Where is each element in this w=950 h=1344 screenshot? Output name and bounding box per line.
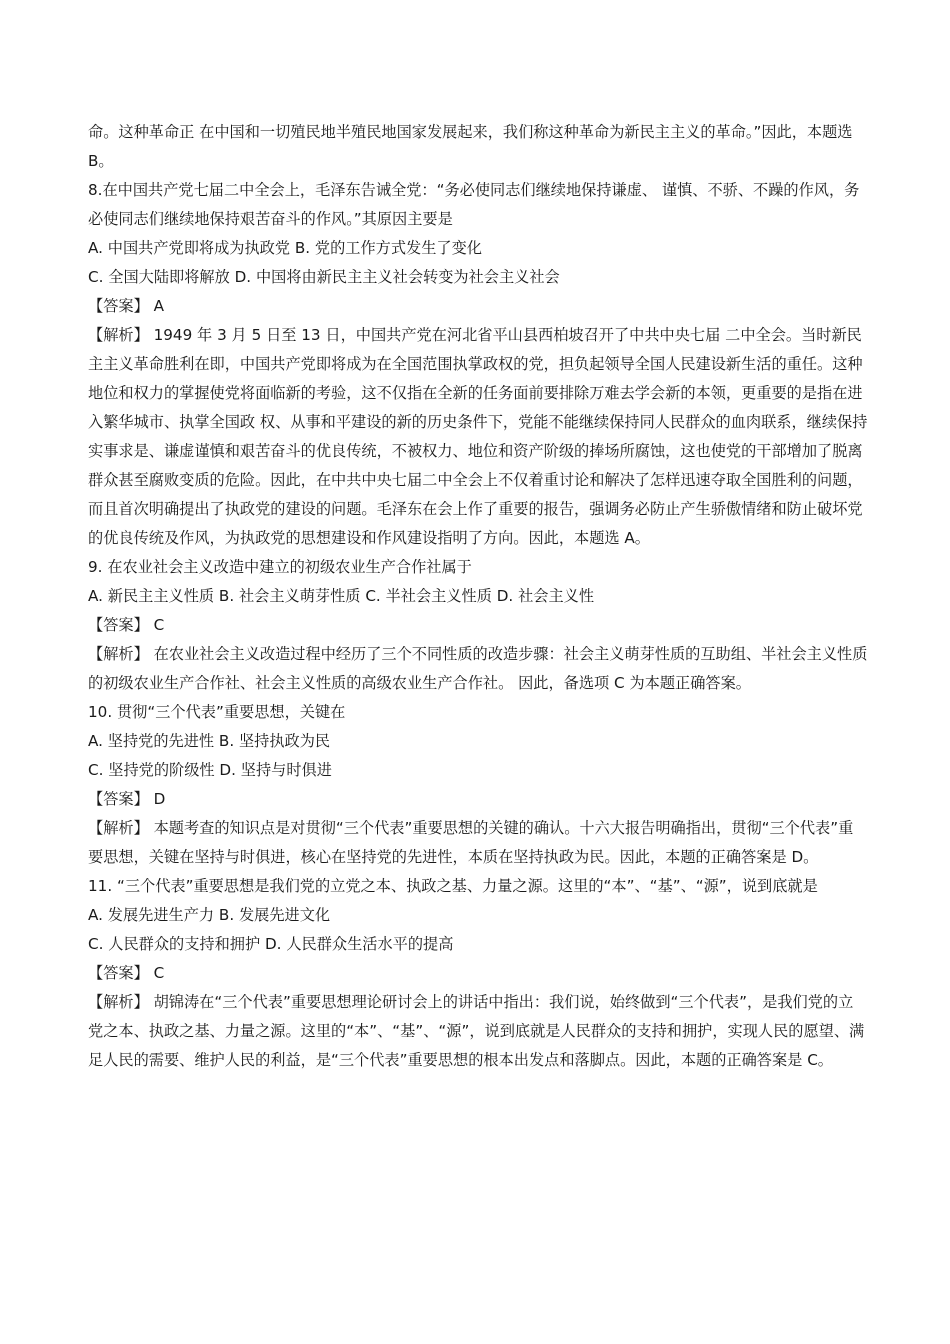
question-8-answer: 【答案】 A [88,297,164,315]
question-9-options: A. 新民主主义性质 B. 社会主义萌芽性质 C. 半社会主义性质 D. 社会主义性 [88,587,595,605]
question-9-answer: 【答案】 C [88,616,165,634]
question-9-analysis: 【解析】 在农业社会主义改造过程中经历了三个不同性质的改造步骤：社会主义萌芽性质的互助组、半社会主义性质的初级农业生产合作社、社会主义性质的高级农业生产合作社。 因此，备选项 C 为本题正确答案。 [88,645,868,692]
question-10-options-ab: A. 坚持党的先进性 B. 坚持执政为民 [88,732,331,750]
question-10-analysis: 【解析】 本题考查的知识点是对贯彻“三个代表”重要思想的关键的确认。十六大报告明确指出，贯彻“三个代表”重要思想，关键在坚持与时俱进，核心在坚持党的先进性，本质在坚持执政为民。因此，本题的正确答案是 D。 [88,819,854,866]
question-8-analysis: 【解析】 1949 年 3 月 5 日至 13 日，中国共产党在河北省平山县西柏坡召开了中共中央七届 二中全会。当时新民主主义革命胜利在即，中国共产党即将成为在全国范围执掌政权的党，担负起领导全国人民建设新生活的重任。这种地位和权力的掌握使党将面临新的考验，这不仅指在全新的任务面前要排除万难去学会新的本领，更重要的是指在进入繁华城市、执掌全国政 权、从事和平建设的新的历史条件下，党能不能继续保持同人民群众的血肉联系，继续保持实事求是、谦虚谨慎和艰苦奋斗的优良传统，不被权力、地位和资产阶级的捧场所腐蚀，这也使党的干部增加了脱离群众甚至腐败变质的危险。因此，在中共中央七届二中全会上不仅着重讨论和解决了怎样迅速夺取全国胜利的问题，而且首次明确提出了执政党的建设的问题。毛泽东在会上作了重要的报告，强调务必防止产生骄傲情绪和防止破坏党的优良传统及作风，为执政党的思想建设和作风建设指明了方向。因此，本题选 A。 [88,326,868,547]
question-10: 10. 贯彻“三个代表”重要思想，关键在 [88,703,346,721]
question-11-analysis: 【解析】 胡锦涛在“三个代表”重要思想理论研讨会上的讲话中指出：我们说，始终做到“三个代表”，是我们党的立党之本、执政之基、力量之源。这里的“本”、“基”、“源”，说到底就是人民群众的支持和拥护，实现人民的愿望、满足人民的需要、维护人民的利益，是“三个代表”重要思想的根本出发点和落脚点。因此，本题的正确答案是 C。 [88,993,865,1069]
question-9: 9. 在农业社会主义改造中建立的初级农业生产合作社属于 [88,558,472,576]
question-11-options-ab: A. 发展先进生产力 B. 发展先进文化 [88,906,331,924]
question-10-options-cd: C. 坚持党的阶级性 D. 坚持与时俱进 [88,761,332,779]
continuation-paragraph: 命。这种革命正 在中国和一切殖民地半殖民地国家发展起来，我们称这种革命为新民主主义的革命。”因此，本题选 B。 [88,123,853,170]
question-8-options-ab: A. 中国共产党即将成为执政党 B. 党的工作方式发生了变化 [88,239,482,257]
question-10-answer: 【答案】 D [88,790,166,808]
question-11-options-cd: C. 人民群众的支持和拥护 D. 人民群众生活水平的提高 [88,935,454,953]
document-body [88,118,868,1075]
question-8-options-cd: C. 全国大陆即将解放 D. 中国将由新民主主义社会转变为社会主义社会 [88,268,560,286]
question-11: 11. “三个代表”重要思想是我们党的立党之本、执政之基、力量之源。这里的“本”、“基”、“源”，说到底就是 [88,877,818,895]
question-11-answer: 【答案】 C [88,964,165,982]
question-8: 8.在中国共产党七届二中全会上，毛泽东告诫全党：“务必使同志们继续地保持谦虚、 谨慎、不骄、不躁的作风，务必使同志们继续地保持艰苦奋斗的作风。”其原因主要是 [88,181,860,228]
